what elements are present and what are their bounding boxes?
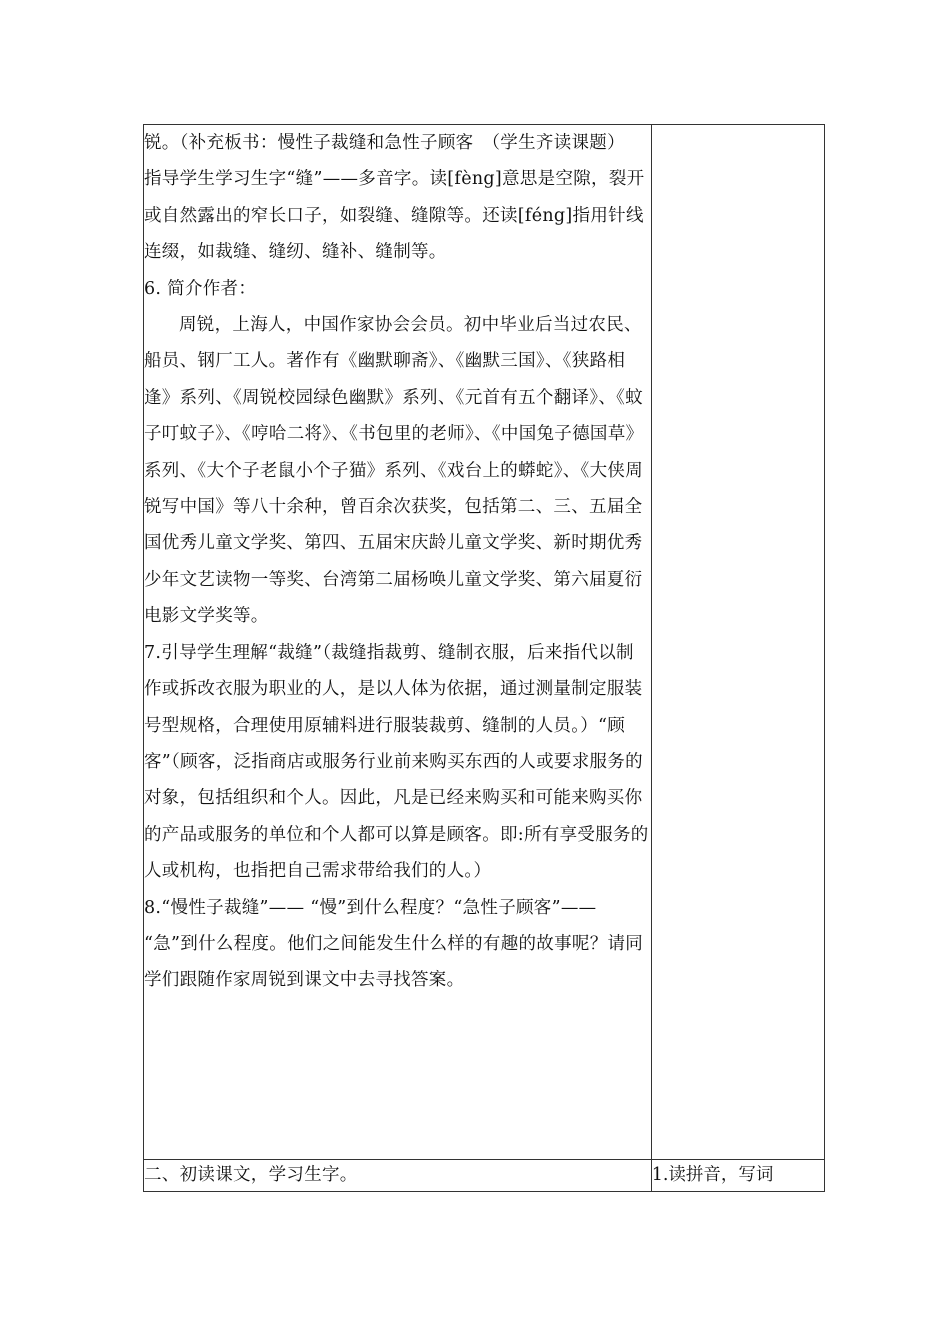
section-heading: 二、初读课文，学习生字。	[144, 1165, 358, 1185]
paragraph-author-heading: 6. 简介作者：	[144, 278, 257, 299]
paragraph-author-bio: 周锐，上海人，中国作家协会会员。初中毕业后当过农民、船员、钢厂工人。著作有《幽默聊斋》、《幽默三国》、《狭路相逢》系列、《周锐校园绿色幽默》系列、《元首有五个翻译》、《蚊子叮蚊子》、《哼哈二将》、《书包里的老师》、《中国兔子德国草》系列、《大个子老鼠小个子猫》系列、《戏台上的蟒蛇》、《大侠周锐写中国》等八十余种，曾百余次获奖，包括第二、三、五届全国优秀儿童文学奖、第四、五届宋庆龄儿童文学奖、新时期优秀少年文艺读物一等奖、台湾第二届杨唤儿童文学奖、第六届夏衍电影文学奖等。	[144, 315, 644, 627]
lesson-plan-table	[143, 124, 825, 1192]
paragraph-guiding-question: 8.“慢性子裁缝”—— “慢”到什么程度？“急性子顾客”—— “急”到什么程度。他们之间能发生什么样的有趣的故事呢？请同学们跟随作家周锐到课文中去寻找答案。	[144, 897, 644, 991]
table-row	[144, 125, 825, 1160]
paragraph-character-feng: 指导学生学习生字“缝”——多音字。读[fèng]意思是空隙，裂开或自然露出的窄长口子，如裂缝、缝隙等。还读[féng]指用针线连缀，如裁缝、缝纫、缝补、缝制等。	[144, 169, 645, 263]
side-cell: 1.读拼音，写词	[651, 1160, 824, 1192]
main-cell	[144, 1160, 652, 1192]
main-cell	[144, 125, 652, 1160]
side-cell	[651, 125, 824, 1160]
table-row	[144, 1160, 825, 1192]
paragraph-board-note: 锐。（补充板书：慢性子裁缝和急性子顾客 （学生齐读课题）	[144, 133, 625, 153]
paragraph-vocabulary: 7.引导学生理解“裁缝”（裁缝指裁剪、缝制衣服，后来指代以制作或拆改衣服为职业的人，是以人体为依据，通过测量制定服装号型规格，合理使用原辅料进行服装裁剪、缝制的人员。）“顾客”（顾客，泛指商店或服务行业前来购买东西的人或要求服务的对象，包括组织和个人。因此，凡是已经来购买和可能来购买你的产品或服务的单位和个人都可以算是顾客。即:所有享受服务的人或机构，也指把自己需求带给我们的人。）	[144, 642, 649, 882]
